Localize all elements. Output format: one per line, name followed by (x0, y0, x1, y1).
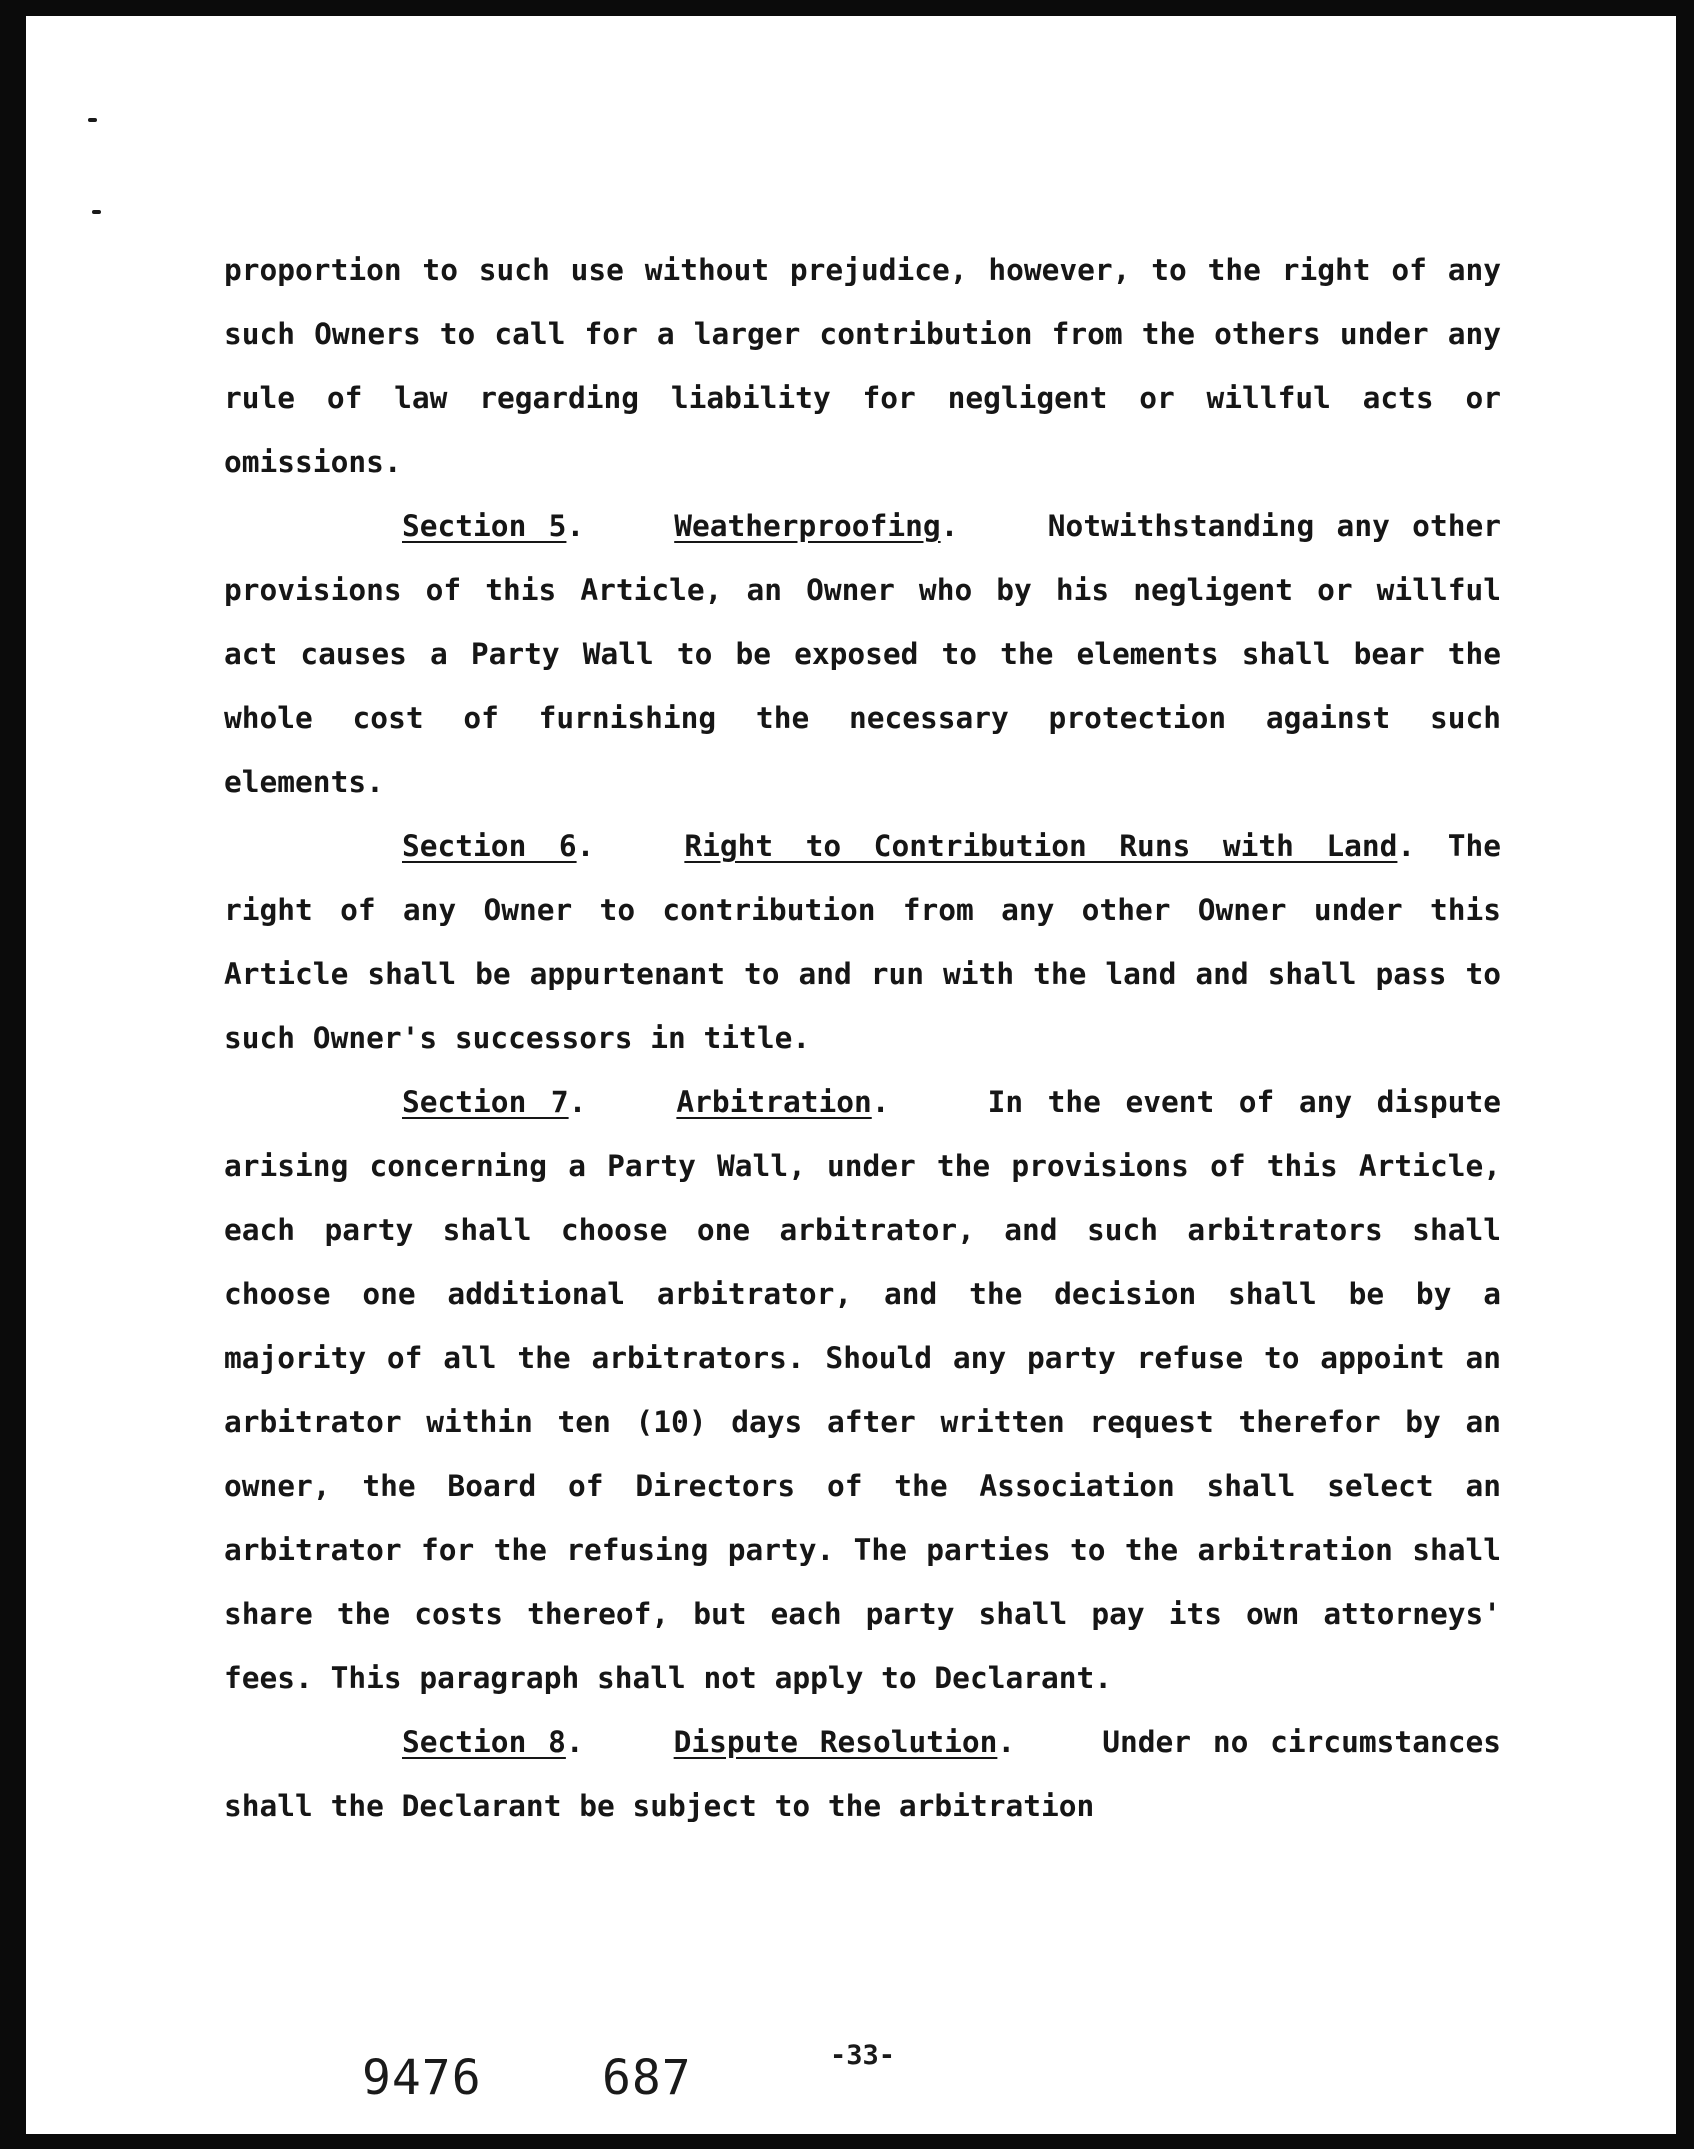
section-5-paragraph: Section 5. Weatherproofing. Notwithstanding any other provisions of this Article, an Owner who by his negligent or willful act causes a Party Wall to be exposed to the elements shall bear the whole cost of furnishing the necessary protection against such elements. (224, 509, 1501, 799)
paragraph-text: In the event of any dispute arising concerning a Party Wall, under the provisions of this Article, each party shall choose one arbitrator, and such arbitrators shall choose one additional arbitrator, and the decision shall be by a majority of all the arbitrators. Should any party refuse to appoint an arbitrator within ten (10) days after written request therefor by an owner, the Board of Directors of the Association shall select an arbitrator for the refusing party. The parties to the arbitration shall share the costs thereof, but each party shall pay its own attorneys' fees. This paragraph shall not apply to Declarant. (224, 1085, 1501, 1695)
section-number: Section 7 (402, 1085, 569, 1119)
paragraph-text: Notwithstanding any other provisions of this Article, an Owner who by his negligent or willful act causes a Party Wall to be exposed to the elements shall bear the whole cost of furnishing the necessary protection against such elements. (224, 509, 1501, 799)
page-number: -33- (830, 2040, 896, 2071)
scan-speck (92, 210, 101, 214)
book-number: 9476 (362, 2050, 482, 2106)
section-heading: Right to Contribution Runs with Land (684, 829, 1398, 863)
scan-speck (88, 118, 97, 122)
section-heading: Arbitration (676, 1085, 872, 1119)
section-7-paragraph: Section 7. Arbitration. In the event of any dispute arising concerning a Party Wall, under the provisions of this Article, each party shall choose one arbitrator, and such arbitrators shall choose one additional arbitrator, and the decision shall be by a majority of all the arbitrators. Should any party refuse to appoint an arbitrator within ten (10) days after written request therefor by an owner, the Board of Directors of the Association shall select an arbitrator for the refusing party. The parties to the arbitration shall share the costs thereof, but each party shall pay its own attorneys' fees. This paragraph shall not apply to Declarant. (224, 1085, 1501, 1695)
section-heading: Dispute Resolution (673, 1725, 998, 1759)
section-6-paragraph: Section 6. Right to Contribution Runs with Land. The right of any Owner to contribution from any other Owner under this Article shall be appurtenant to and run with the land and shall pass to such Owner's successors in title. (224, 829, 1501, 1055)
section-heading: Weatherproofing (674, 509, 941, 543)
paragraph-text: The right of any Owner to contribution from any other Owner under this Article shall be appurtenant to and run with the land and shall pass to such Owner's successors in title. (224, 829, 1501, 1055)
section-number: Section 6 (402, 829, 577, 863)
document-body (224, 238, 1501, 1838)
section-number: Section 5 (402, 509, 567, 543)
paragraph-text: proportion to such use without prejudice, however, to the right of any such Owners to call for a larger contribution from the others under any rule of law regarding liability for negligent or willful acts or omissions. (224, 253, 1501, 479)
section-8-paragraph: Section 8. Dispute Resolution. Under no circumstances shall the Declarant be subject to the arbitration (224, 1725, 1501, 1823)
paragraph-text: Under no circumstances shall the Declarant be subject to the arbitration (224, 1725, 1501, 1823)
paragraph-continuation (224, 238, 1501, 494)
page-stamp: 687 (602, 2050, 692, 2106)
section-number: Section 8 (402, 1725, 566, 1759)
